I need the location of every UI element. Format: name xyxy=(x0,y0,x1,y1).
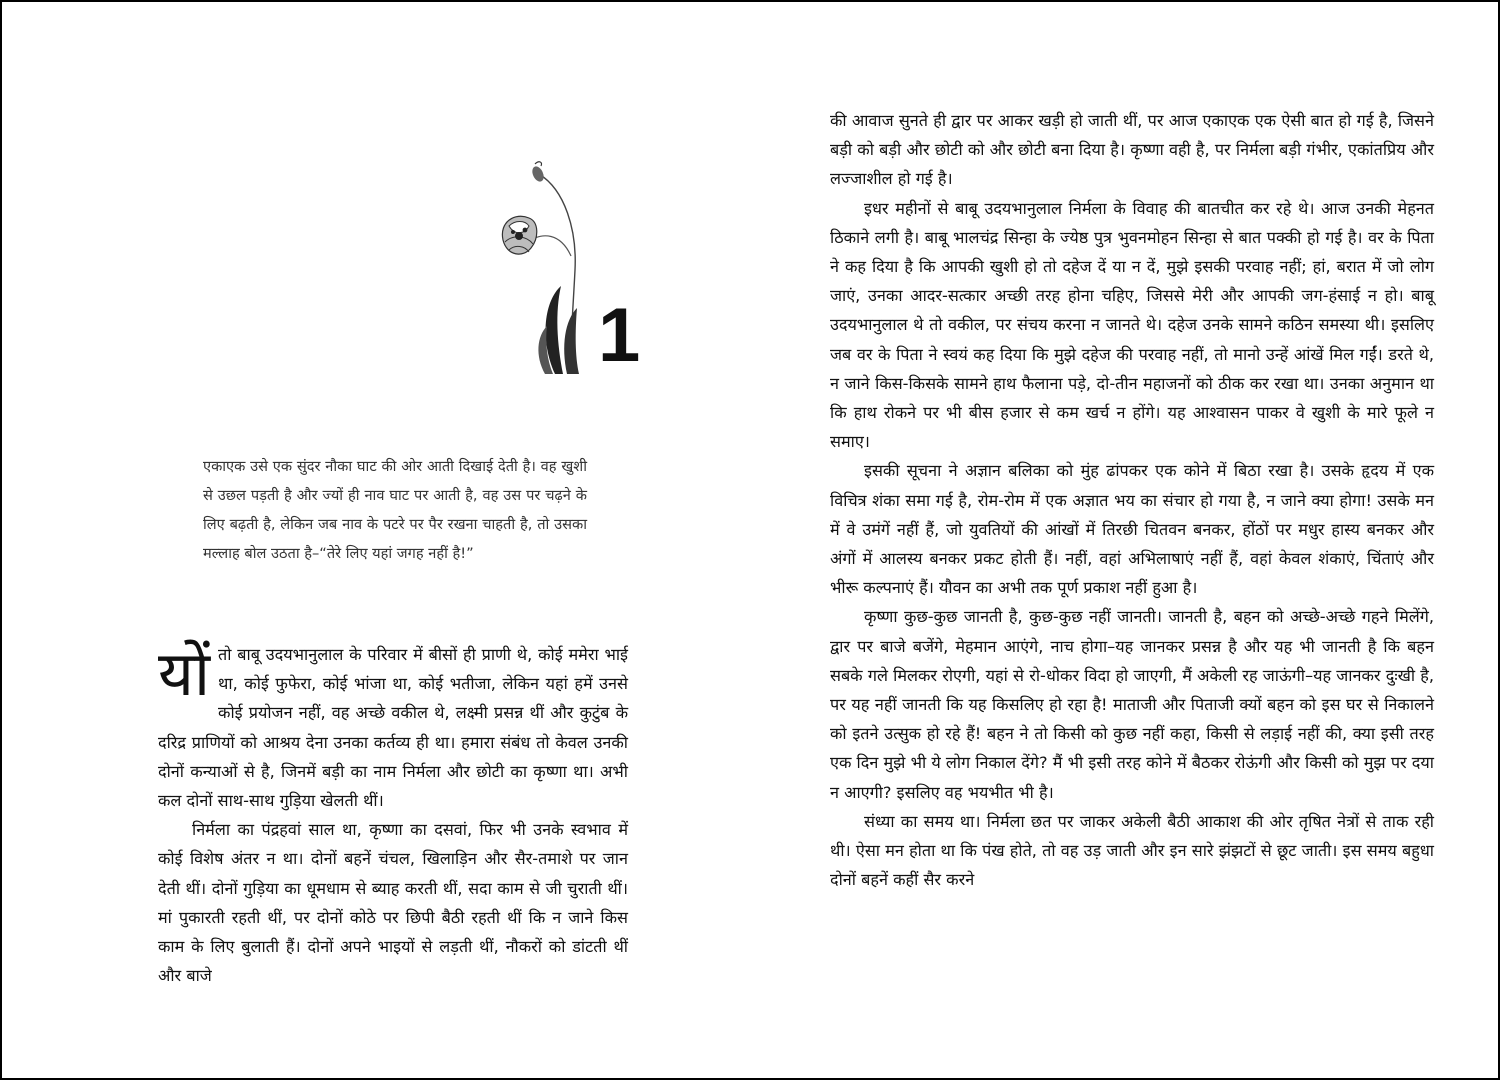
opening-paragraph-text: तो बाबू उदयभानुलाल के परिवार में बीसों ही प्राणी थे, कोई ममेरा भाई था, कोई फुफेरा, कोई भांजा था, कोई भतीजा, लेकिन यहां हमें उनसे कोई प्रयोजन नहीं, वह अच्छे वकील थे, लक्ष्मी प्रसन्न थीं और कुटुंब के दरिद्र प्राणियों को आश्रय देना उनका कर्तव्य ही था। हमारा संबंध तो केवल उनकी दोनों कन्याओं से है, जिनमें बड़ी का नाम निर्मला और छोटी का कृष्णा था। अभी कल दोनों साथ-साथ गुड़िया खेलती थीं। xyxy=(158,645,628,811)
right-page xyxy=(750,0,1500,1080)
body-paragraph: इधर महीनों से बाबू उदयभानुलाल निर्मला के विवाह की बातचीत कर रहे थे। आज उनकी मेहनत ठिकाने लगी है। बाबू भालचंद्र सिन्हा के ज्येष्ठ पुत्र भुवनमोहन सिन्हा से बात पक्की हो गई है। वर के पिता ने कह दिया है कि आपकी खुशी हो तो दहेज दें या न दें, मुझे इसकी परवाह नहीं; हां, बरात में जो लोग जाएं, उनका आदर-सत्कार अच्छी तरह होना चहिए, जिससे मेरी और आपकी जग-हंसाई न हो। बाबू उदयभानुलाल थे तो वकील, पर संचय करना न जानते थे। दहेज उनके सामने कठिन समस्या थी। इसलिए जब वर के पिता ने स्वयं कह दिया कि मुझे दहेज की परवाह नहीं, तो मानो उन्हें आंखें मिल गईं। डरते थे, न जाने किस-किसके सामने हाथ फैलाना पड़े, दो-तीन महाजनों को ठीक कर रखा था। उनका अनुमान था कि हाथ रोकने पर भी बीस हजार से कम खर्च न होंगे। यह आश्वासन पाकर वे खुशी के मारे फूले न समाए। xyxy=(830,198,1434,452)
chapter-number: 1 xyxy=(598,293,641,378)
poppy-flower-icon xyxy=(495,160,605,375)
drop-cap: यों xyxy=(158,637,211,710)
body-paragraph: की आवाज सुनते ही द्वार पर आकर खड़ी हो जाती थीं, पर आज एकाएक एक ऐसी बात हो गई है, जिसने बड़ी को बड़ी और छोटी को और छोटी बना दिया है। कृष्णा वही है, पर निर्मला बड़ी गंभीर, एकांतप्रिय और लज्जाशील हो गई है। xyxy=(830,111,1434,189)
right-body-text xyxy=(830,106,1434,894)
left-body-text xyxy=(158,637,628,990)
body-paragraph: संध्या का समय था। निर्मला छत पर जाकर अकेली बैठी आकाश की ओर तृषित नेत्रों से ताक रही थी। ऐसा मन होता था कि पंख होते, तो वह उड़ जाती और इन सारे झंझटों से छूट जाती। इस समय बहुधा दोनों बहनें कहीं सैर करने xyxy=(830,811,1434,890)
chapter-epigraph: एकाएक उसे एक सुंदर नौका घाट की ओर आती दिखाई देती है। वह खुशी से उछल पड़ती है और ज्यों ही नाव घाट पर आती है, वह उस पर चढ़ने के लिए बढ़ती है, लेकिन जब नाव के पटरे पर पैर रखना चाहती है, तो उसका मल्लाह बोल उठता है–“तेरे लिए यहां जगह नहीं है!” xyxy=(203,458,587,562)
body-paragraph: निर्मला का पंद्रहवां साल था, कृष्णा का दसवां, फिर भी उनके स्वभाव में कोई विशेष अंतर न था। दोनों बहनें चंचल, खिलाड़िन और सैर-तमाशे पर जान देती थीं। दोनों गुड़िया का धूमधाम से ब्याह करती थीं, सदा काम से जी चुराती थीं। मां पुकारती रहती थीं, पर दोनों कोठे पर छिपी बैठी रहती थीं कि न जाने किस काम के लिए बुलाती हैं। दोनों अपने भाइयों से लड़ती थीं, नौकरों को डांटती थीं और बाजे xyxy=(158,820,628,986)
body-paragraph: इसकी सूचना ने अज्ञान बलिका को मुंह ढांपकर एक कोने में बिठा रखा है। उसके हृदय में एक विचित्र शंका समा गई है, रोम-रोम में एक अज्ञात भय का संचार हो गया है, न जाने क्या होगा! उसके मन में वे उमंगें नहीं हैं, जो युवतियों की आंखों में तिरछी चितवन बनकर, होंठों पर मधुर हास्य बनकर और अंगों में आलस्य बनकर प्रकट होती हैं। नहीं, वहां अभिलाषाएं नहीं हैं, वहां केवल शंकाएं, चिंताएं और भीरू कल्पनाएं हैं। यौवन का अभी तक पूर्ण प्रकाश नहीं हुआ है। xyxy=(830,461,1434,598)
opening-paragraph xyxy=(158,637,628,815)
body-paragraph: कृष्णा कुछ-कुछ जानती है, कुछ-कुछ नहीं जानती। जानती है, बहन को अच्छे-अच्छे गहने मिलेंगे, द्वार पर बाजे बजेंगे, मेहमान आएंगे, नाच होगा–यह जानकर प्रसन्न है और यह भी जानती है कि बहन सबके गले मिलकर रोएगी, यहां से रो-धोकर विदा हो जाएगी, मैं अकेली रह जाऊंगी–यह जानकर दुःखी है, पर यह नहीं जानती कि यह किसलिए हो रहा है! माताजी और पिताजी क्यों बहन को इस घर से निकालने को इतने उत्सुक हो रहे हैं! बहन ने तो किसी को कुछ नहीं कहा, किसी से लड़ाई नहीं की, क्या इसी तरह एक दिन मुझे भी ये लोग निकाल देंगे? मैं भी इसी तरह कोने में बैठकर रोऊंगी और किसी को मुझ पर दया न आएगी? इसलिए वह भयभीत भी है। xyxy=(830,607,1434,802)
